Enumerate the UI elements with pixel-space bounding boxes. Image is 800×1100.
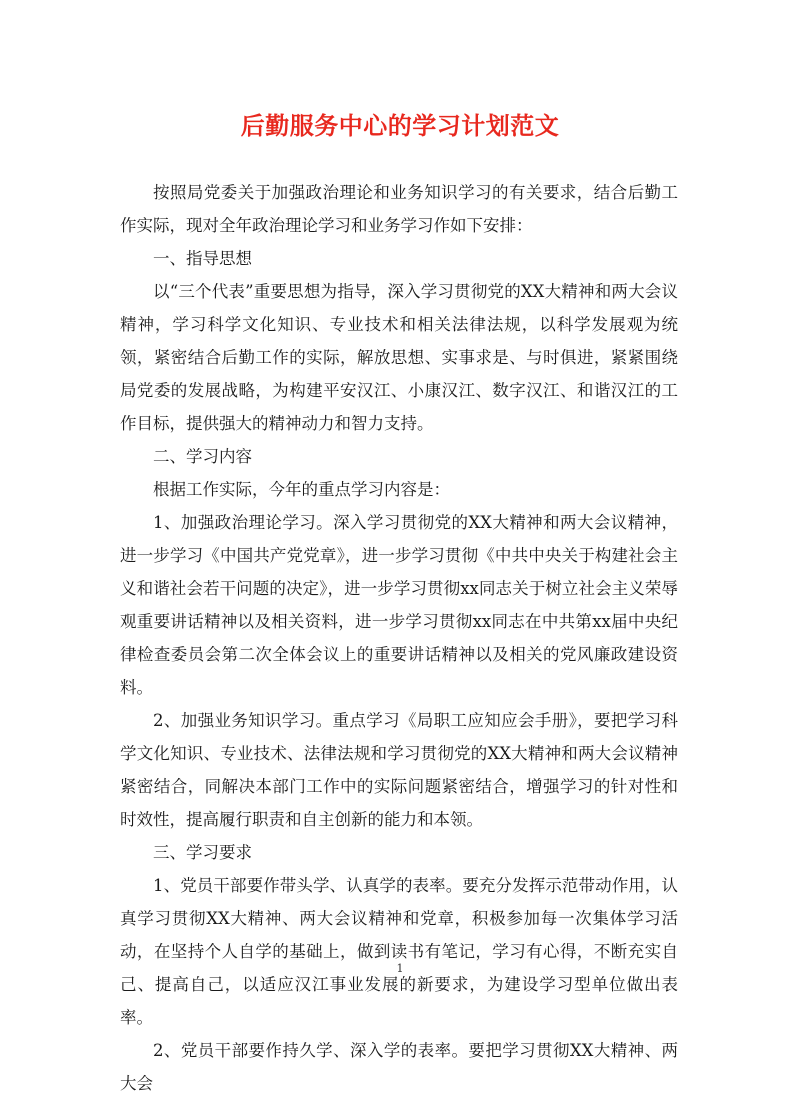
page-number: 1 bbox=[396, 962, 404, 975]
document-title: 后勤服务中心的学习计划范文 bbox=[240, 111, 560, 140]
section-heading-study-requirements: 三、学习要求 bbox=[153, 843, 252, 862]
study-content-item-1: 1、加强政治理论学习。深入学习贯彻党的XX大精神和两大会议精神，进一步学习《中国共产党党章》，进一步学习贯彻《中共中央关于构建社会主义和谐社会若干问题的决定》，进一步学习贯彻xx同志关于树立社会主义荣辱观重要讲话精神以及相关资料，进一步学习贯彻xx同志在中共第xx届中央纪律检查委员会第二次全体会议上的重要讲话精神以及相关的党风廉政建设资料。 bbox=[120, 513, 678, 697]
section-heading-study-content: 二、学习内容 bbox=[153, 447, 252, 466]
study-content-item-2: 2、加强业务知识学习。重点学习《局职工应知应会手册》，要把学习科学文化知识、专业技术、法律法规和学习贯彻党的XX大精神和两大会议精神紧密结合，同解决本部门工作中的实际问题紧密结合，增强学习的针对性和时效性，提高履行职责和自主创新的能力和本领。 bbox=[120, 711, 678, 829]
intro-paragraph: 按照局党委关于加强政治理论和业务知识学习的有关要求，结合后勤工作实际，现对全年政治理论学习和业务学习作如下安排： bbox=[120, 183, 678, 235]
guiding-ideology-paragraph: 以“三个代表”重要思想为指导，深入学习贯彻党的XX大精神和两大会议精神，学习科学文化知识、专业技术和相关法律法规，以科学发展观为统领，紧密结合后勤工作的实际，解放思想、实事求是、与时俱进，紧紧围绕局党委的发展战略，为构建平安汉江、小康汉江、数字汉江、和谐汉江的工作目标，提供强大的精神动力和智力支持。 bbox=[120, 282, 678, 433]
study-content-intro: 根据工作实际，今年的重点学习内容是： bbox=[153, 480, 450, 499]
study-requirements-item-2: 2、党员干部要作持久学、深入学的表率。要把学习贯彻XX大精神、两大会 bbox=[120, 1041, 678, 1093]
section-heading-guiding-ideology: 一、指导思想 bbox=[153, 249, 252, 268]
study-requirements-item-1: 1、党员干部要作带头学、认真学的表率。要充分发挥示范带动作用，认真学习贯彻XX大精神、两大会议精神和党章，积极参加每一次集体学习活动，在坚持个人自学的基础上，做到读书有笔记，学习有心得，不断充实自己、提高自己，以适应汉江事业发展的新要求，为建设学习型单位做出表率。 bbox=[120, 876, 678, 1027]
